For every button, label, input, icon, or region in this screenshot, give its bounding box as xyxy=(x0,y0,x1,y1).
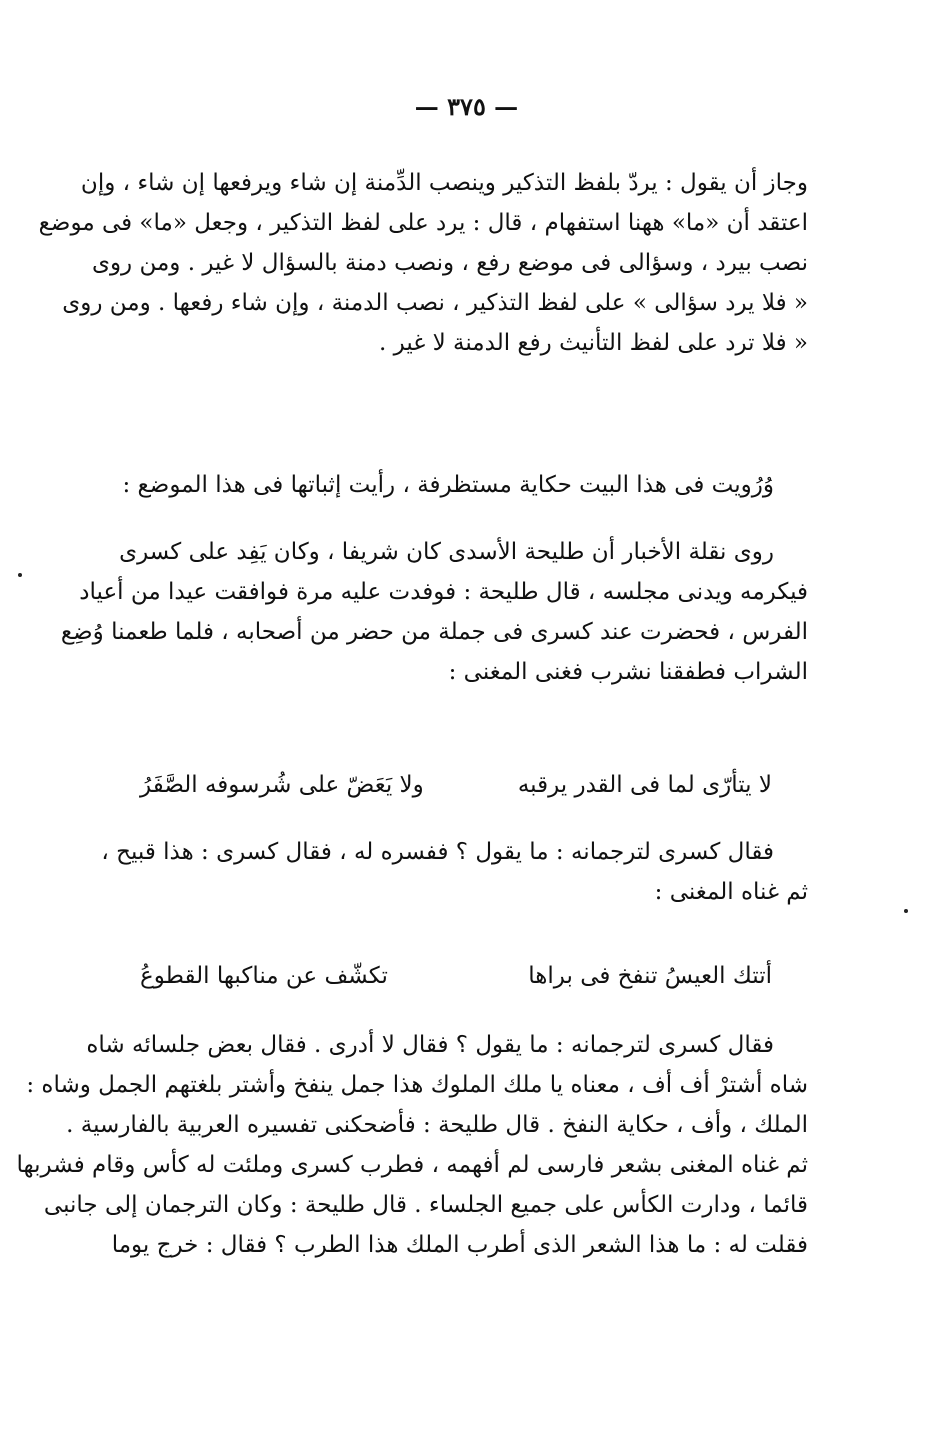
page-number: — ٣٧٥ — xyxy=(414,92,519,121)
verse-1-hemistich-left: ولا يَعَضّ على شُرسوفه الصَّفَرُ xyxy=(140,772,424,798)
verse-2-hemistich-right: أتتك العيسُ تنفخ فى براها xyxy=(528,963,772,989)
verse-1 xyxy=(128,772,808,812)
text-line: الملك ، وأف ، حكاية النفخ . قال طليحة : فأضحكنى تفسيره العربية بالفارسية . xyxy=(66,1112,808,1138)
text-line: ثم غناه المغنى بشعر فارسى لم أفهمه ، فطرب كسرى وملئت له كأس وقام فشربها xyxy=(16,1152,808,1178)
paragraph-2 xyxy=(122,465,808,505)
paragraph-4 xyxy=(101,832,808,912)
text-line: وجاز أن يقول : يردّ بلفظ التذكير وينصب الدِّمنة إن شاء ويرفعها إن شاء ، وإن xyxy=(80,170,808,196)
text-line: روى نقلة الأخبار أن طليحة الأسدى كان شريفا ، وكان يَفِد على كسرى xyxy=(119,539,774,565)
paragraph-3 xyxy=(60,532,808,692)
text-line: شاه أشترْ أف أف ، معناه يا ملك الملوك هذا جمل ينفخ وأشتر بلغتهم الجمل وشاه : xyxy=(26,1072,808,1098)
scan-speck xyxy=(904,909,908,913)
text-line: « فلا يرد سؤالى » على لفظ التذكير ، نصب الدمنة ، وإن شاء رفعها . ومن روى xyxy=(62,290,808,316)
verse-2-hemistich-left: تكشّف عن مناكبها القطوعُ xyxy=(140,963,388,989)
scan-speck xyxy=(18,573,22,577)
text-line: فقال كسرى لترجمانه : ما يقول ؟ فقال لا أدرى . فقال بعض جلسائه شاه xyxy=(86,1032,774,1058)
text-line: وُرُويت فى هذا البيت حكاية مستظرفة ، رأيت إثباتها فى هذا الموضع : xyxy=(122,472,774,498)
paragraph-5 xyxy=(16,1025,808,1265)
text-line: « فلا ترد على لفظ التأنيث رفع الدمنة لا غير . xyxy=(379,330,808,356)
verse-2 xyxy=(128,963,808,1003)
text-line: نصب بيرد ، وسؤالى فى موضع رفع ، ونصب دمنة بالسؤال لا غير . ومن روى xyxy=(91,250,808,276)
text-line: اعتقد أن «ما» ههنا استفهام ، قال : يرد على لفظ التذكير ، وجعل «ما» فى موضع xyxy=(38,210,808,236)
text-line: قائما ، ودارت الكأس على جميع الجلساء . قال طليحة : وكان الترجمان إلى جانبى xyxy=(43,1192,808,1218)
paragraph-1 xyxy=(38,163,808,363)
text-line: الفرس ، فحضرت عند كسرى فى جملة من حضر من أصحابه ، فلما طعمنا وُضِع xyxy=(60,619,808,645)
verse-1-hemistich-right: لا يتأرّى لما فى القدر يرقبه xyxy=(517,772,772,798)
text-line: فقلت له : ما هذا الشعر الذى أطرب الملك هذا الطرب ؟ فقال : خرج يوما xyxy=(111,1232,808,1258)
text-line: ثم غناه المغنى : xyxy=(654,879,808,905)
text-line: فقال كسرى لترجمانه : ما يقول ؟ ففسره له ، فقال كسرى : هذا قبيح ، xyxy=(101,839,774,865)
text-line: الشراب فطفقنا نشرب فغنى المغنى : xyxy=(448,659,808,685)
text-line: فيكرمه ويدنى مجلسه ، قال طليحة : فوفدت عليه مرة فوافقت عيدا من أعياد xyxy=(79,579,808,605)
